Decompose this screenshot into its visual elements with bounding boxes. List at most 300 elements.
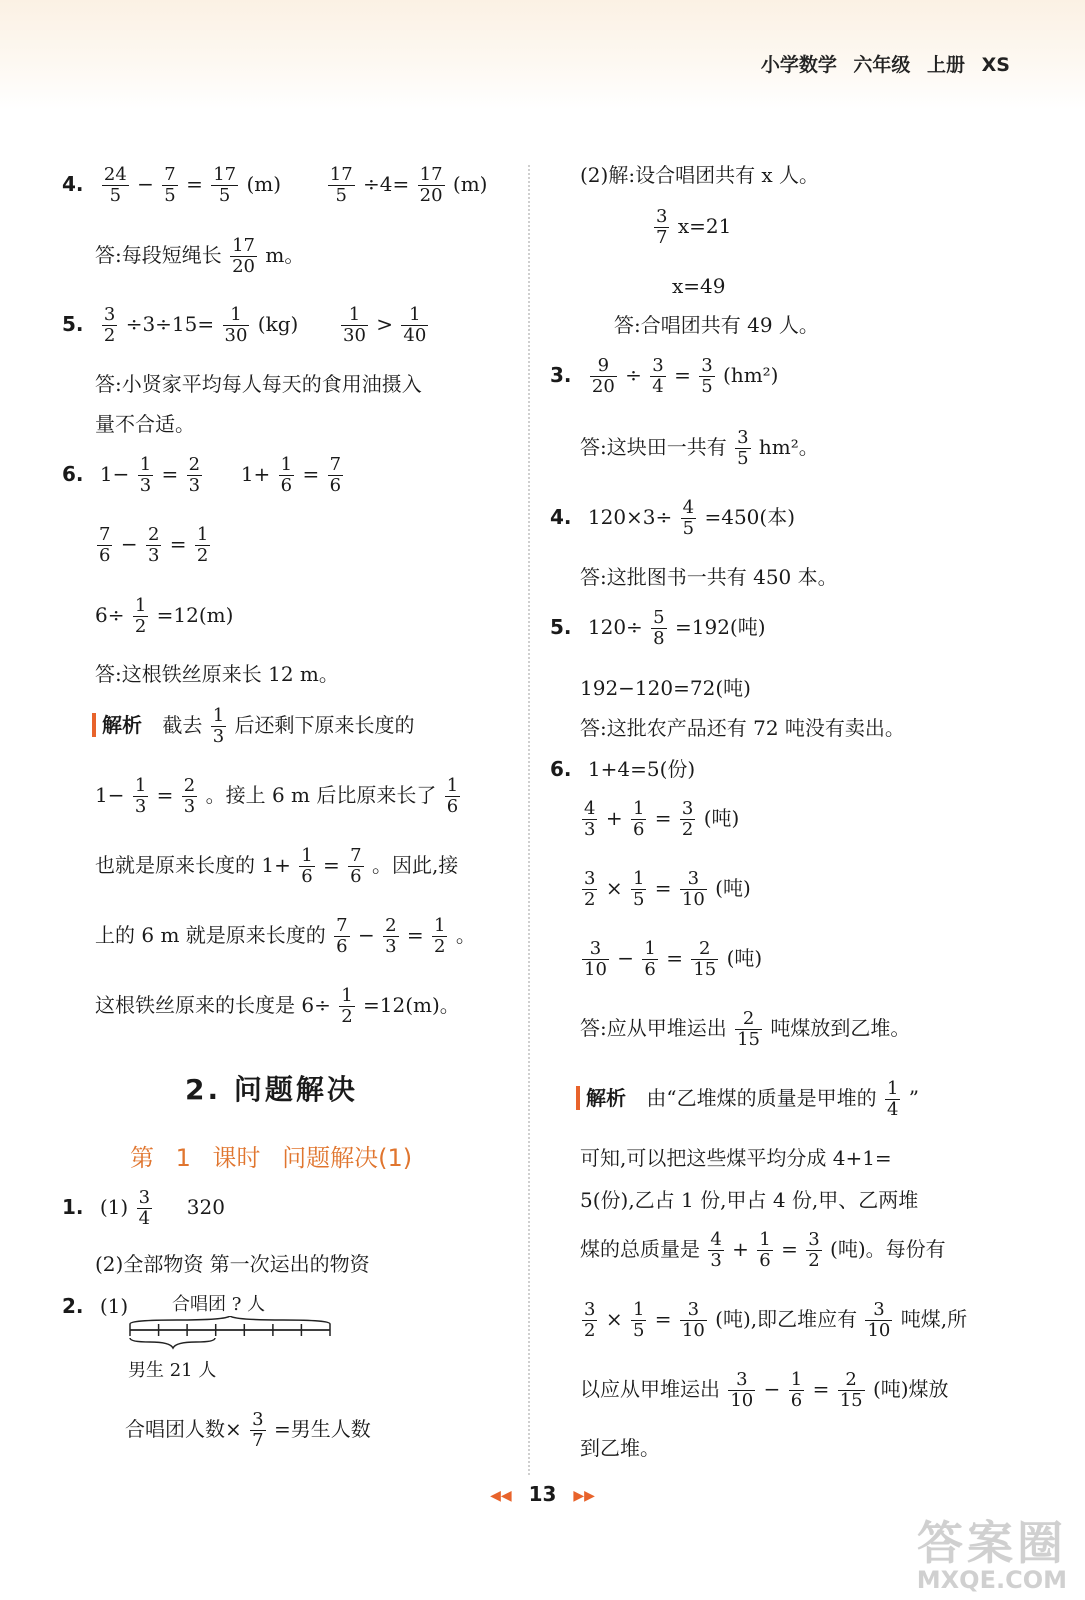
s2-header	[62, 1294, 128, 1318]
fraction	[133, 776, 148, 817]
fraction-numerator: 2	[147, 524, 160, 545]
fraction-denominator: 5	[335, 184, 347, 206]
fraction-numerator: 1	[401, 305, 428, 326]
fraction-denominator: 5	[109, 184, 122, 206]
equals-sign: =	[674, 362, 691, 387]
bottom-brace	[130, 1338, 215, 1348]
q4-answer	[95, 236, 304, 277]
fraction-numerator: 1	[434, 915, 446, 936]
fraction-numerator: 3	[582, 939, 609, 960]
fraction	[328, 165, 355, 206]
fraction-denominator: 3	[183, 795, 196, 817]
fraction	[195, 525, 210, 566]
fraction-denominator: 15	[693, 958, 717, 980]
fraction-denominator: 3	[584, 818, 596, 840]
fraction-numerator: 9	[590, 356, 617, 377]
fraction-denominator: 3	[134, 795, 147, 817]
fraction-denominator: 20	[419, 184, 443, 206]
fraction-denominator: 4	[138, 1207, 151, 1229]
fraction-denominator: 6	[790, 1389, 803, 1411]
times-sign: ×	[605, 875, 623, 900]
fraction-denominator: 4	[886, 1098, 899, 1120]
fraction	[162, 165, 177, 206]
fraction-numerator: 4	[710, 1229, 722, 1250]
fraction	[680, 799, 695, 840]
plus-sign: +	[605, 805, 623, 830]
fraction	[735, 428, 750, 469]
fraction	[582, 869, 597, 910]
fraction	[211, 165, 238, 206]
fraction-numerator: 2	[735, 1009, 762, 1030]
equals-sign: =	[323, 852, 340, 877]
analysis-text: 也就是原来长度的 1+	[95, 852, 291, 877]
fraction-denominator: 5	[164, 184, 176, 206]
fraction-denominator: 2	[134, 615, 147, 637]
equals-sign: =	[812, 1376, 830, 1401]
fraction-numerator: 24	[103, 164, 127, 185]
s1-number: 1.	[62, 1194, 84, 1219]
fraction-denominator: 6	[301, 865, 313, 887]
analysis-text: (吨),即乙堆应有	[715, 1306, 858, 1331]
lesson-title: 第 1 课时 问题解决(1)	[130, 1144, 413, 1172]
segment-diagram	[125, 1316, 335, 1356]
r4-answer: 答:这批图书一共有 450 本。	[580, 565, 838, 589]
fraction-denominator: 2	[196, 544, 209, 566]
fraction-numerator: 7	[164, 164, 176, 185]
fraction-denominator: 2	[584, 1319, 596, 1341]
fraction-numerator: 17	[329, 164, 353, 185]
analysis-text: 以应从甲堆运出	[580, 1376, 720, 1401]
fraction-denominator: 5	[737, 447, 749, 469]
division-expression: ÷4=	[363, 171, 410, 196]
expression: =192(吨)	[674, 614, 766, 639]
fraction-denominator: 6	[336, 935, 348, 957]
minus-sign: −	[137, 171, 154, 196]
fraction-denominator: 3	[385, 935, 397, 957]
unit: (hm²)	[723, 362, 779, 387]
fraction-numerator: 1	[139, 454, 152, 475]
fraction	[631, 869, 646, 910]
watermark-url: MXQE.COM	[916, 1566, 1067, 1594]
relation-text: 合唱团人数×	[125, 1416, 242, 1441]
prev-arrow-icon: ◀◀	[490, 1487, 512, 1504]
times-sign: ×	[605, 1306, 623, 1331]
fraction	[418, 165, 445, 206]
r2-answer: 答:合唱团共有 49 人。	[614, 313, 819, 337]
fraction-denominator: 8	[653, 627, 665, 649]
fraction-denominator: 7	[656, 226, 668, 248]
minus-sign: −	[120, 531, 138, 556]
header-book-info: 小学数学 六年级 上册 XS	[760, 54, 1010, 76]
fraction	[885, 1079, 900, 1120]
fraction	[642, 939, 657, 980]
fraction-denominator: 5	[218, 184, 231, 206]
analysis1-line3	[95, 846, 458, 887]
fraction-denominator: 2	[681, 818, 694, 840]
fraction	[631, 799, 646, 840]
fraction-numerator: 3	[737, 427, 749, 448]
fraction-denominator: 10	[867, 1319, 891, 1341]
analysis-text: 。因此,接	[371, 852, 459, 877]
answer-text: 答:应从甲堆运出	[580, 1015, 727, 1040]
fraction-numerator: 3	[252, 1409, 264, 1430]
fraction	[299, 846, 314, 887]
r4-equation	[550, 498, 795, 539]
fraction-numerator: 2	[385, 915, 397, 936]
fraction-denominator: 5	[632, 888, 645, 910]
fraction	[133, 596, 148, 637]
analysis-text: (吨)煤放	[872, 1376, 949, 1401]
fraction-numerator: 3	[680, 1300, 707, 1321]
r6-number: 6.	[550, 757, 572, 781]
answer-unit: hm²。	[758, 434, 819, 459]
r6-line3	[580, 869, 751, 910]
fraction	[328, 455, 343, 496]
r6-line4	[580, 939, 762, 980]
fraction	[334, 916, 349, 957]
fraction-numerator: 17	[419, 164, 443, 185]
fraction-numerator: 5	[653, 607, 665, 628]
analysis-text: 。接上 6 m 后比原来长了	[205, 782, 437, 807]
fraction	[341, 305, 368, 346]
fraction-numerator: 1	[223, 305, 250, 326]
fraction	[230, 236, 257, 277]
equals-sign: =	[654, 805, 672, 830]
unit: (kg)	[257, 311, 299, 336]
r3-number: 3.	[550, 362, 572, 387]
fraction	[102, 165, 129, 206]
r5-equation	[550, 608, 766, 649]
fraction-numerator: 3	[681, 798, 694, 819]
minus-sign: −	[617, 945, 635, 970]
fraction-numerator: 3	[656, 206, 668, 227]
unit: (m)	[452, 171, 488, 196]
equals-sign: =	[666, 945, 683, 970]
top-brace	[130, 1316, 330, 1324]
fraction-numerator: 1	[134, 595, 147, 616]
r5-line2: 192−120=72(吨)	[580, 676, 751, 700]
fraction-numerator: 17	[213, 164, 237, 185]
fraction-denominator: 6	[99, 544, 111, 566]
analysis2-line7: 到乙堆。	[580, 1436, 660, 1460]
fraction	[223, 305, 250, 346]
equals-sign: =	[302, 461, 320, 486]
fraction	[182, 776, 197, 817]
equals-sign: =	[169, 531, 187, 556]
r3-equation	[550, 356, 778, 397]
fraction	[708, 1230, 723, 1271]
fraction-denominator: 40	[403, 324, 427, 346]
equals-sign: =	[161, 461, 179, 486]
analysis1-line2	[95, 776, 462, 817]
fraction	[250, 1410, 265, 1451]
fraction	[211, 706, 226, 747]
fraction	[187, 455, 202, 496]
fraction-numerator: 1	[790, 1369, 803, 1390]
fraction-denominator: 6	[329, 474, 342, 496]
fraction	[728, 1370, 755, 1411]
fraction-numerator: 1	[759, 1229, 771, 1250]
expression: 1+	[240, 461, 271, 486]
analysis1-line4	[95, 916, 476, 957]
sub-label: (1)	[99, 1194, 129, 1219]
analysis-text: 由“乙堆煤的质量是甲堆的	[646, 1085, 877, 1110]
q5-number: 5.	[62, 311, 84, 336]
fraction-numerator: 1	[280, 454, 293, 475]
analysis2-line4	[580, 1230, 946, 1271]
fraction-denominator: 6	[280, 474, 293, 496]
fraction-denominator: 15	[737, 1028, 761, 1050]
fraction-denominator: 10	[730, 1389, 754, 1411]
fraction	[445, 776, 460, 817]
fraction-numerator: 2	[691, 939, 718, 960]
answer-text: 答:这块田一共有	[580, 434, 727, 459]
fraction-denominator: 6	[632, 818, 645, 840]
fraction	[680, 869, 707, 910]
analysis-text: 1−	[95, 782, 125, 807]
fraction-denominator: 2	[434, 935, 446, 957]
fraction	[699, 356, 714, 397]
fraction-denominator: 3	[710, 1249, 722, 1271]
analysis-text: 这根铁丝原来的长度是 6÷	[95, 992, 331, 1017]
analysis-text: =12(m)。	[363, 992, 460, 1017]
fraction	[582, 1300, 597, 1341]
analysis-text: 煤的总质量是	[580, 1236, 700, 1261]
fraction	[680, 1300, 707, 1341]
fraction-numerator: 1	[886, 1078, 899, 1099]
fraction-numerator: 1	[632, 868, 645, 889]
q4-number: 4.	[62, 171, 84, 196]
fraction	[102, 305, 117, 346]
analysis2-line6	[580, 1370, 949, 1411]
fraction-numerator: 1	[632, 798, 645, 819]
fraction-denominator: 5	[632, 1319, 645, 1341]
s1-line1	[62, 1188, 225, 1229]
q4-equation	[62, 165, 487, 206]
fraction	[654, 207, 669, 248]
plus-sign: +	[732, 1236, 749, 1261]
fraction-numerator: 4	[682, 497, 695, 518]
fraction-numerator: 7	[329, 454, 342, 475]
unit: (m)	[246, 171, 282, 196]
fraction-numerator: 3	[584, 1299, 596, 1320]
fraction-denominator: 3	[212, 725, 225, 747]
fraction-numerator: 1	[341, 985, 353, 1006]
minus-sign: −	[357, 922, 375, 947]
fraction	[651, 608, 666, 649]
r5-answer: 答:这批农产品还有 72 吨没有卖出。	[580, 716, 905, 740]
expression: 1+4=5(份)	[587, 757, 696, 781]
fraction-denominator: 10	[681, 1319, 705, 1341]
answer-text: 吨煤放到乙堆。	[770, 1015, 911, 1040]
fraction-denominator: 5	[701, 375, 713, 397]
fraction	[789, 1370, 804, 1411]
fraction-numerator: 3	[865, 1300, 892, 1321]
next-arrow-icon: ▶▶	[573, 1487, 595, 1504]
fraction	[590, 356, 617, 397]
fraction-numerator: 4	[584, 798, 596, 819]
fraction-numerator: 2	[188, 454, 201, 475]
operations: ÷3÷15=	[125, 311, 215, 336]
s2-relation	[125, 1410, 371, 1451]
diagram-top-label: 合唱团 ? 人	[172, 1294, 266, 1315]
fraction-denominator: 6	[644, 958, 656, 980]
analysis-badge: 解析	[576, 1086, 626, 1110]
fraction-denominator: 6	[446, 795, 459, 817]
page-footer	[0, 1482, 1085, 1506]
relation-text: =男生人数	[273, 1416, 371, 1441]
fraction	[432, 916, 447, 957]
q6-answer: 答:这根铁丝原来长 12 m。	[95, 662, 339, 686]
r3-answer	[580, 428, 819, 469]
analysis2-line1	[576, 1079, 919, 1120]
fraction-numerator: 3	[652, 355, 664, 376]
fraction-denominator: 15	[839, 1389, 863, 1411]
fraction	[279, 455, 294, 496]
answer-unit: m。	[265, 242, 305, 267]
analysis-text: 上的 6 m 就是原来长度的	[95, 922, 326, 947]
fraction-denominator: 7	[252, 1429, 264, 1451]
watermark-text: 答案圈	[917, 1516, 1067, 1570]
fraction-numerator: 1	[196, 524, 209, 545]
analysis2-line2: 可知,可以把这些煤平均分成 4+1=	[580, 1146, 892, 1170]
diagram-bottom-label: 男生 21 人	[128, 1360, 217, 1381]
q5-answer-line2: 量不合适。	[95, 412, 195, 436]
fraction-numerator: 3	[584, 868, 596, 889]
greater-than-sign: >	[376, 311, 394, 336]
analysis-text: 截去	[162, 712, 203, 737]
q5-answer-line1: 答:小贤家平均每人每天的食用油摄入	[95, 372, 422, 396]
fraction-numerator: 17	[232, 235, 256, 256]
fraction-numerator: 7	[99, 524, 111, 545]
expression: 6÷	[95, 602, 125, 627]
s2-number: 2.	[62, 1294, 84, 1318]
unit: (吨)	[726, 945, 763, 970]
fraction-numerator: 1	[644, 938, 656, 959]
fraction-numerator: 3	[103, 304, 116, 325]
expression: =12(m)	[156, 602, 234, 627]
analysis2-line5	[580, 1300, 967, 1341]
r6-answer	[580, 1009, 910, 1050]
fraction	[401, 305, 428, 346]
fraction-numerator: 1	[301, 845, 313, 866]
fraction	[691, 939, 718, 980]
r2-line1: (2)解:设合唱团共有 x 人。	[580, 163, 820, 187]
fraction	[838, 1370, 865, 1411]
division-sign: ÷	[625, 362, 642, 387]
fraction	[138, 455, 153, 496]
fraction	[339, 986, 354, 1027]
q6-line2	[95, 525, 212, 566]
equals-sign: =	[156, 782, 174, 807]
fraction-numerator: 3	[701, 355, 713, 376]
fraction-denominator: 3	[147, 544, 160, 566]
fraction-numerator: 3	[728, 1370, 755, 1391]
fraction-numerator: 7	[350, 845, 362, 866]
expression: 120×3÷	[587, 504, 673, 529]
fraction-denominator: 4	[652, 375, 664, 397]
fraction-numerator: 1	[632, 1299, 645, 1320]
analysis-text: 吨煤,所	[900, 1306, 968, 1331]
fraction-numerator: 7	[336, 915, 348, 936]
minus-sign: −	[763, 1376, 781, 1401]
equals-sign: =	[186, 171, 203, 196]
analysis1-line1	[92, 706, 415, 747]
fraction-denominator: 2	[103, 324, 116, 346]
expression: 1−	[99, 461, 130, 486]
fraction	[383, 916, 398, 957]
column-divider	[528, 165, 530, 1475]
analysis1-line5	[95, 986, 460, 1027]
r2-line2	[652, 207, 731, 248]
fraction	[650, 356, 665, 397]
analysis-badge: 解析	[92, 713, 142, 737]
fraction-denominator: 6	[759, 1249, 771, 1271]
fraction-numerator: 1	[134, 775, 147, 796]
fraction-denominator: 30	[224, 324, 248, 346]
r5-number: 5.	[550, 614, 572, 639]
r4-number: 4.	[550, 504, 572, 529]
s1-line2: (2)全部物资 第一次运出的物资	[95, 1252, 370, 1276]
fraction	[681, 498, 696, 539]
r6-line2	[580, 799, 739, 840]
expression: 120÷	[587, 614, 643, 639]
unit: (吨)	[715, 875, 751, 900]
fraction-numerator: 1	[341, 305, 368, 326]
answer-value: 320	[186, 1194, 225, 1219]
fraction-denominator: 6	[350, 865, 362, 887]
sub-label: (1)	[99, 1294, 129, 1318]
fraction-numerator: 1	[212, 705, 225, 726]
q6-number: 6.	[62, 461, 84, 486]
equals-sign: =	[406, 922, 424, 947]
analysis-text: ”	[908, 1085, 919, 1110]
fraction-denominator: 20	[591, 375, 615, 397]
r2-line3: x=49	[672, 274, 726, 298]
fraction-denominator: 2	[584, 888, 596, 910]
expression: =450(本)	[704, 504, 796, 529]
fraction	[865, 1300, 892, 1341]
unit: (吨)	[703, 805, 740, 830]
fraction	[97, 525, 112, 566]
fraction	[137, 1188, 152, 1229]
fraction-numerator: 2	[183, 775, 196, 796]
fraction	[631, 1300, 646, 1341]
fraction-numerator: 1	[446, 775, 459, 796]
fraction	[348, 846, 363, 887]
fraction-numerator: 2	[838, 1370, 865, 1391]
q5-equation	[62, 305, 430, 346]
equals-sign: =	[654, 875, 672, 900]
fraction-denominator: 3	[139, 474, 152, 496]
fraction-numerator: 3	[138, 1187, 151, 1208]
q6-line3	[95, 596, 233, 637]
fraction-denominator: 20	[232, 255, 256, 277]
fraction-denominator: 3	[188, 474, 201, 496]
q6-line1	[62, 455, 345, 496]
fraction-denominator: 2	[341, 1005, 353, 1027]
fraction-numerator: 3	[680, 869, 707, 890]
page-number: 13	[528, 1482, 557, 1506]
fraction-numerator: 3	[808, 1229, 820, 1250]
analysis2-line3: 5(份),乙占 1 份,甲占 4 份,甲、乙两堆	[580, 1188, 919, 1212]
answer-text: 答:每段短绳长	[95, 242, 222, 267]
fraction-denominator: 30	[343, 324, 366, 346]
fraction-denominator: 2	[808, 1249, 820, 1271]
watermark	[916, 1516, 1067, 1594]
equals-sign: =	[781, 1236, 798, 1261]
fraction	[735, 1009, 762, 1050]
